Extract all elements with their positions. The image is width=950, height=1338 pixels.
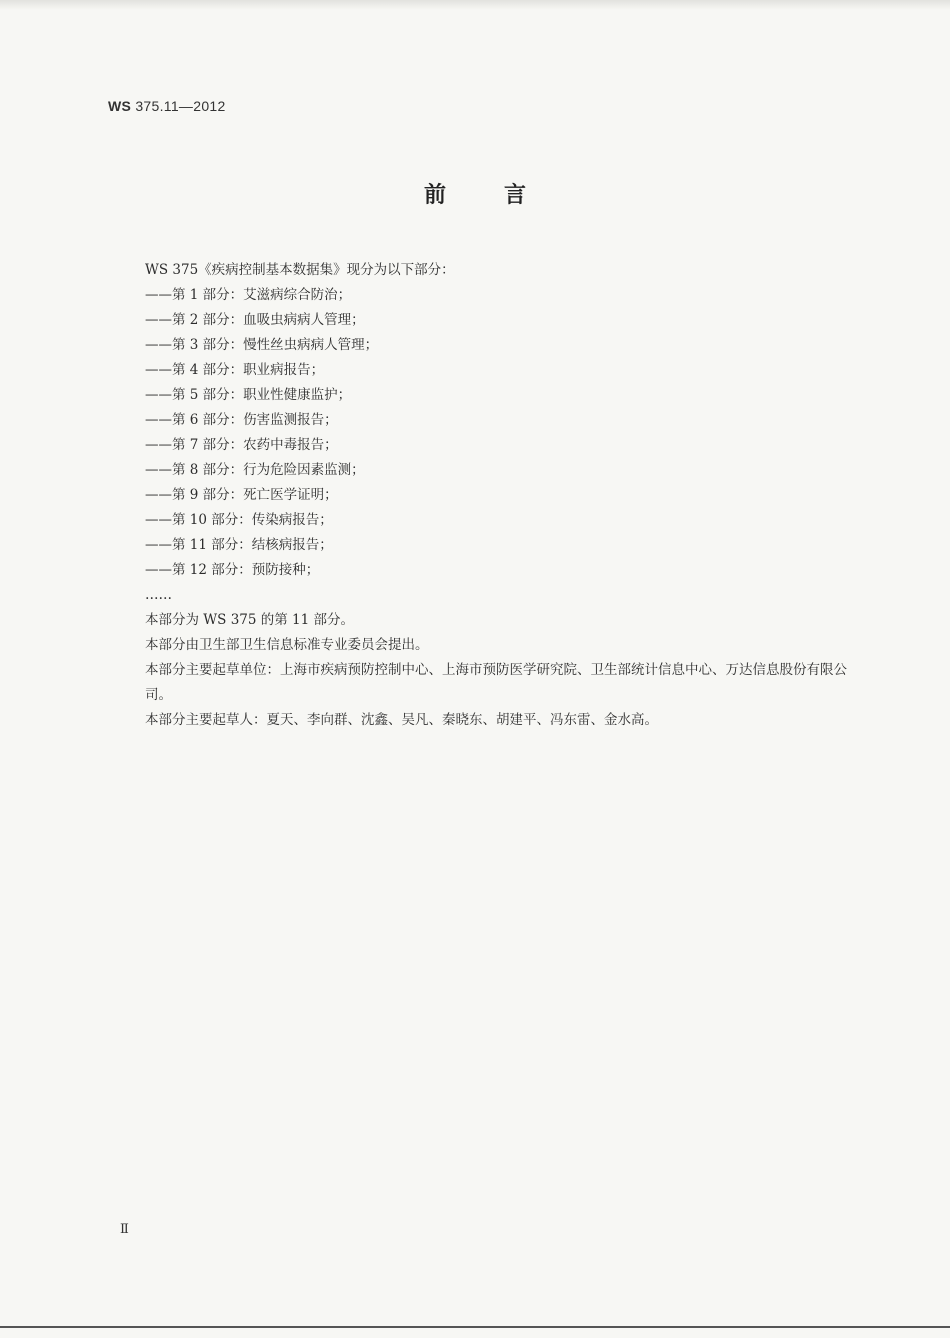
page-title: 前言: [423, 183, 584, 208]
part-of-statement: 本部分为 WS 375 的第 11 部分。: [145, 612, 355, 628]
drafters-statement: 本部分主要起草人：夏天、李向群、沈鑫、吴凡、秦晓东、胡建平、冯东雷、金水高。: [145, 712, 658, 728]
ellipsis: ……: [145, 587, 172, 603]
part-item: ——第 4 部分：职业病报告；: [145, 362, 325, 378]
part-item: ——第 8 部分：行为危险因素监测；: [145, 462, 365, 478]
standard-code: [108, 98, 226, 114]
part-item: ——第 1 部分：艾滋病综合防治；: [145, 287, 352, 303]
part-item: ——第 2 部分：血吸虫病病人管理；: [145, 312, 365, 328]
part-item: ——第 10 部分：传染病报告；: [145, 512, 333, 528]
bottom-rule: [0, 1326, 950, 1328]
part-item: ——第 12 部分：预防接种；: [145, 562, 320, 578]
part-item: ——第 9 部分：死亡医学证明；: [145, 487, 338, 503]
part-item: ——第 11 部分：结核病报告；: [145, 537, 333, 553]
scan-shadow: [0, 0, 950, 10]
part-item: ——第 7 部分：农药中毒报告；: [145, 437, 338, 453]
proposed-by-statement: 本部分由卫生部卫生信息标准专业委员会提出。: [145, 637, 429, 653]
part-item: ——第 5 部分：职业性健康监护；: [145, 387, 352, 403]
foreword-body: [108, 258, 860, 733]
page-number: Ⅱ: [120, 1222, 129, 1237]
part-item: ——第 6 部分：伤害监测报告；: [145, 412, 338, 428]
drafting-units-statement: 本部分主要起草单位：上海市疾病预防控制中心、上海市预防医学研究院、卫生部统计信息中心、万达信息股份有限公司。: [145, 662, 847, 703]
standard-code-prefix: WS: [108, 98, 132, 114]
intro-paragraph: WS 375《疾病控制基本数据集》现分为以下部分：: [145, 262, 455, 278]
standard-code-number: 375.11—2012: [131, 98, 226, 114]
part-item: ——第 3 部分：慢性丝虫病病人管理；: [145, 337, 379, 353]
